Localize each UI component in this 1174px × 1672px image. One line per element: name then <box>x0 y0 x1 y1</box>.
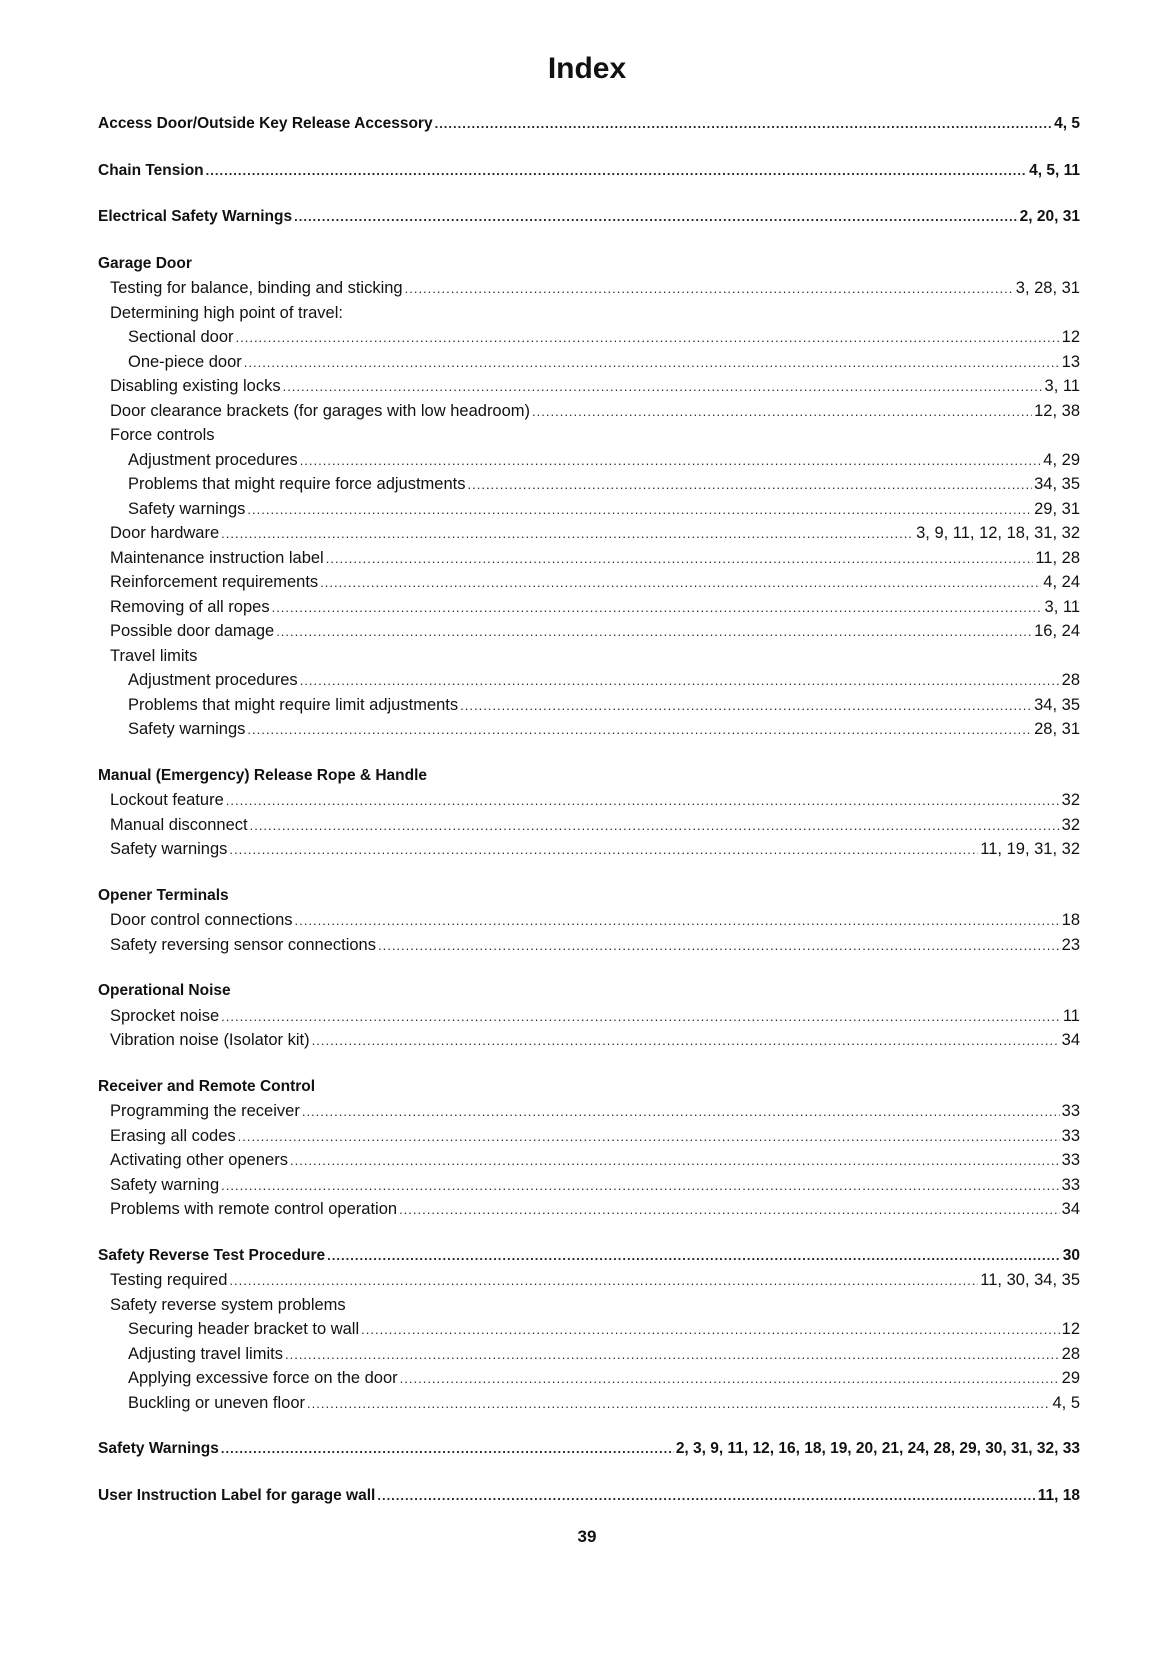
index-entry-pages: 2, 3, 9, 11, 12, 16, 18, 19, 20, 21, 24, 28, 29, 30, 31, 32, 33 <box>675 1440 1080 1457</box>
index-entry-pages: 16, 24 <box>1034 622 1080 640</box>
index-entry-label: Safety reversing sensor connections <box>110 935 376 954</box>
dot-leader <box>327 1244 1061 1269</box>
index-entry-label: Problems with remote control operation <box>110 1200 398 1218</box>
index-entry-label: Vibration noise (Isolator kit) <box>110 1031 310 1049</box>
index-entry-pages: 12, 38 <box>1034 401 1080 420</box>
index-entry <box>98 570 1080 595</box>
index-entry-label: Testing for balance, binding and sticking <box>110 279 403 297</box>
index-entry-label: Safety Warnings <box>98 1440 219 1457</box>
dot-leader <box>532 400 1032 425</box>
index-entry-label: Adjusting travel limits <box>128 1344 283 1363</box>
dot-leader <box>302 1100 1060 1125</box>
index-entry-label: Travel limits <box>110 646 198 665</box>
index-entry <box>98 521 1080 546</box>
dot-leader <box>221 1005 1061 1030</box>
index-entry-label: Chain Tension <box>98 161 204 179</box>
index-entry-label: Activating other openers <box>110 1151 288 1169</box>
dot-leader <box>312 1029 1060 1054</box>
index-entry <box>98 717 1080 742</box>
index-entry-pages: 11 <box>1062 1006 1080 1025</box>
index-entry <box>98 276 1080 301</box>
index-entry-pages: 33 <box>1061 1126 1080 1145</box>
dot-leader <box>283 375 1043 400</box>
dot-leader <box>250 814 1060 839</box>
dot-leader <box>300 449 1042 474</box>
dot-leader <box>405 277 1014 302</box>
index-entry-pages: 23 <box>1061 935 1080 954</box>
index-entry-pages: 3, 9, 11, 12, 18, 31, 32 <box>916 524 1080 542</box>
dot-leader <box>221 522 914 547</box>
dot-leader <box>295 909 1060 934</box>
index-heading <box>98 252 1080 277</box>
index-heading <box>98 979 1080 1004</box>
dot-leader <box>247 718 1032 743</box>
index-entry-label: Securing header bracket to wall <box>128 1320 360 1338</box>
index-entry <box>98 1124 1080 1149</box>
dot-leader <box>221 1174 1059 1199</box>
dot-leader <box>307 1392 1050 1417</box>
index-entry-label: Determining high point of travel: <box>110 303 343 322</box>
index-entry <box>98 546 1080 571</box>
index-entry-label: Problems that might require limit adjustments <box>128 695 459 714</box>
page-title: Index <box>547 52 627 85</box>
index-entry <box>98 1391 1080 1416</box>
index-entry <box>98 788 1080 813</box>
dot-leader <box>229 838 978 863</box>
index-entry-pages: 3, 11 <box>1044 377 1080 395</box>
index-entry-label: Sectional door <box>128 328 234 346</box>
index-entry-label: Safety Reverse Test Procedure <box>98 1246 326 1264</box>
index-entry <box>98 1148 1080 1173</box>
index-entry <box>98 1366 1080 1391</box>
index-entry <box>98 1342 1080 1367</box>
index-entry-label: Testing required <box>110 1271 228 1289</box>
index-entry-pages: 4, 24 <box>1043 573 1080 591</box>
index-entry-label: Safety warning <box>110 1175 220 1194</box>
dot-leader <box>206 159 1028 184</box>
index-entry <box>98 1028 1080 1053</box>
index-entry-pages: 34, 35 <box>1034 475 1080 493</box>
index-heading <box>98 1437 1080 1462</box>
dot-leader <box>378 934 1060 959</box>
index-heading <box>98 884 1080 909</box>
dot-leader <box>285 1343 1060 1368</box>
index-entry <box>98 374 1080 399</box>
index-entry <box>98 813 1080 838</box>
dot-leader <box>238 1125 1060 1150</box>
index-entry <box>98 1317 1080 1342</box>
index-heading <box>98 1244 1080 1269</box>
dot-leader <box>290 1149 1060 1174</box>
index-entry-label: User Instruction Label for garage wall <box>98 1486 376 1504</box>
index-entry-label: Maintenance instruction label <box>110 548 324 567</box>
index-entry <box>98 423 1080 448</box>
index-entry-pages: 11, 30, 34, 35 <box>980 1271 1080 1289</box>
index-entry-label: Receiver and Remote Control <box>98 1077 316 1095</box>
index-entry-pages: 18 <box>1061 911 1080 929</box>
dot-leader <box>276 620 1032 645</box>
index-entry <box>98 644 1080 669</box>
index-entry-label: Operational Noise <box>98 982 231 999</box>
index-entry-pages: 33 <box>1061 1102 1080 1120</box>
index-list <box>98 112 1080 1508</box>
index-entry-label: Opener Terminals <box>98 886 229 904</box>
index-entry-label: Safety warnings <box>110 840 228 858</box>
index-entry-label: Buckling or uneven floor <box>128 1393 306 1412</box>
index-entry-label: Safety warnings <box>128 720 246 738</box>
index-entry-label: Door clearance brackets (for garages with low headroom) <box>110 401 531 420</box>
index-entry-pages: 34 <box>1061 1031 1080 1049</box>
dot-leader <box>229 1269 978 1294</box>
index-entry-label: Lockout feature <box>110 791 224 809</box>
index-entry <box>98 472 1080 497</box>
index-entry-label: Problems that might require force adjustments <box>128 475 466 493</box>
index-entry <box>98 1197 1080 1222</box>
index-entry <box>98 1099 1080 1124</box>
index-entry-label: Manual (Emergency) Release Rope & Handle <box>98 766 428 784</box>
index-entry-pages: 2, 20, 31 <box>1019 208 1080 225</box>
index-entry <box>98 1268 1080 1293</box>
index-entry-label: Garage Door <box>98 254 192 272</box>
index-entry-label: Adjustment procedures <box>128 671 298 689</box>
index-entry <box>98 448 1080 473</box>
dot-leader <box>400 1367 1060 1392</box>
index-entry <box>98 619 1080 644</box>
index-entry <box>98 1173 1080 1198</box>
dot-leader <box>460 694 1032 719</box>
index-entry <box>98 693 1080 718</box>
dot-leader <box>320 571 1041 596</box>
dot-leader <box>361 1318 1060 1343</box>
index-entry-pages: 3, 28, 31 <box>1015 279 1080 297</box>
index-entry-pages: 33 <box>1061 1151 1080 1169</box>
dot-leader <box>377 1484 1035 1509</box>
dot-leader <box>226 789 1060 814</box>
dot-leader <box>272 596 1043 621</box>
index-entry-label: Access Door/Outside Key Release Accessory <box>98 115 433 132</box>
dot-leader <box>221 1437 674 1462</box>
index-entry-pages: 30 <box>1062 1246 1080 1264</box>
index-entry-label: Door control connections <box>110 911 293 929</box>
page-number: 39 <box>577 1527 597 1546</box>
index-entry-label: Manual disconnect <box>110 815 248 834</box>
index-entry-label: Adjustment procedures <box>128 450 298 469</box>
index-entry-pages: 11, 19, 31, 32 <box>980 840 1080 858</box>
index-entry <box>98 497 1080 522</box>
index-entry-label: Programming the receiver <box>110 1102 300 1120</box>
index-entry-pages: 12 <box>1061 1320 1080 1338</box>
index-entry <box>98 1293 1080 1318</box>
dot-leader <box>399 1198 1060 1223</box>
index-entry-pages: 33 <box>1061 1175 1080 1194</box>
dot-leader <box>435 112 1053 137</box>
index-entry-label: Force controls <box>110 426 215 444</box>
dot-leader <box>300 669 1060 694</box>
index-entry-pages: 4, 5 <box>1054 115 1080 132</box>
index-entry-pages: 11, 18 <box>1037 1486 1080 1504</box>
index-entry-label: Sprocket noise <box>110 1006 220 1025</box>
index-entry-pages: 34 <box>1061 1200 1080 1218</box>
dot-leader <box>244 351 1060 376</box>
index-entry-label: One-piece door <box>128 352 242 371</box>
index-entry-pages: 32 <box>1061 815 1080 834</box>
index-entry <box>98 301 1080 326</box>
index-entry-pages: 34, 35 <box>1034 695 1080 714</box>
index-entry-pages: 29, 31 <box>1034 499 1080 518</box>
index-entry-label: Door hardware <box>110 524 220 542</box>
index-heading <box>98 1075 1080 1100</box>
index-entry-label: Electrical Safety Warnings <box>98 208 293 225</box>
index-entry-pages: 28 <box>1061 1344 1080 1363</box>
index-entry <box>98 668 1080 693</box>
index-entry-label: Erasing all codes <box>110 1126 236 1145</box>
index-entry-label: Possible door damage <box>110 622 275 640</box>
index-entry-pages: 13 <box>1061 352 1080 371</box>
index-entry <box>98 350 1080 375</box>
dot-leader <box>468 473 1033 498</box>
index-entry-pages: 11, 28 <box>1035 548 1080 567</box>
dot-leader <box>294 205 1018 230</box>
index-heading <box>98 764 1080 789</box>
index-heading <box>98 112 1080 137</box>
index-entry-pages: 32 <box>1061 791 1080 809</box>
index-entry-pages: 28 <box>1061 671 1080 689</box>
index-entry <box>98 325 1080 350</box>
dot-leader <box>247 498 1032 523</box>
index-heading <box>98 205 1080 230</box>
index-heading <box>98 159 1080 184</box>
index-entry-pages: 29 <box>1061 1369 1080 1387</box>
index-entry-pages: 4, 29 <box>1043 450 1080 469</box>
index-entry <box>98 595 1080 620</box>
index-entry-label: Disabling existing locks <box>110 377 281 395</box>
index-entry-label: Removing of all ropes <box>110 597 270 616</box>
index-entry-label: Reinforcement requirements <box>110 573 319 591</box>
dot-leader <box>236 326 1060 351</box>
index-entry <box>98 908 1080 933</box>
index-entry-label: Applying excessive force on the door <box>128 1369 398 1387</box>
index-entry-pages: 28, 31 <box>1034 720 1080 738</box>
index-entry-label: Safety warnings <box>128 499 246 518</box>
dot-leader <box>326 547 1034 572</box>
index-entry <box>98 837 1080 862</box>
index-entry <box>98 933 1080 958</box>
index-entry-pages: 4, 5 <box>1052 1393 1080 1412</box>
index-entry-pages: 12 <box>1061 328 1080 346</box>
index-heading <box>98 1484 1080 1509</box>
index-entry <box>98 1004 1080 1029</box>
index-entry-label: Safety reverse system problems <box>110 1295 346 1314</box>
index-entry <box>98 399 1080 424</box>
index-entry-pages: 3, 11 <box>1044 597 1080 616</box>
index-entry-pages: 4, 5, 11 <box>1029 161 1080 179</box>
